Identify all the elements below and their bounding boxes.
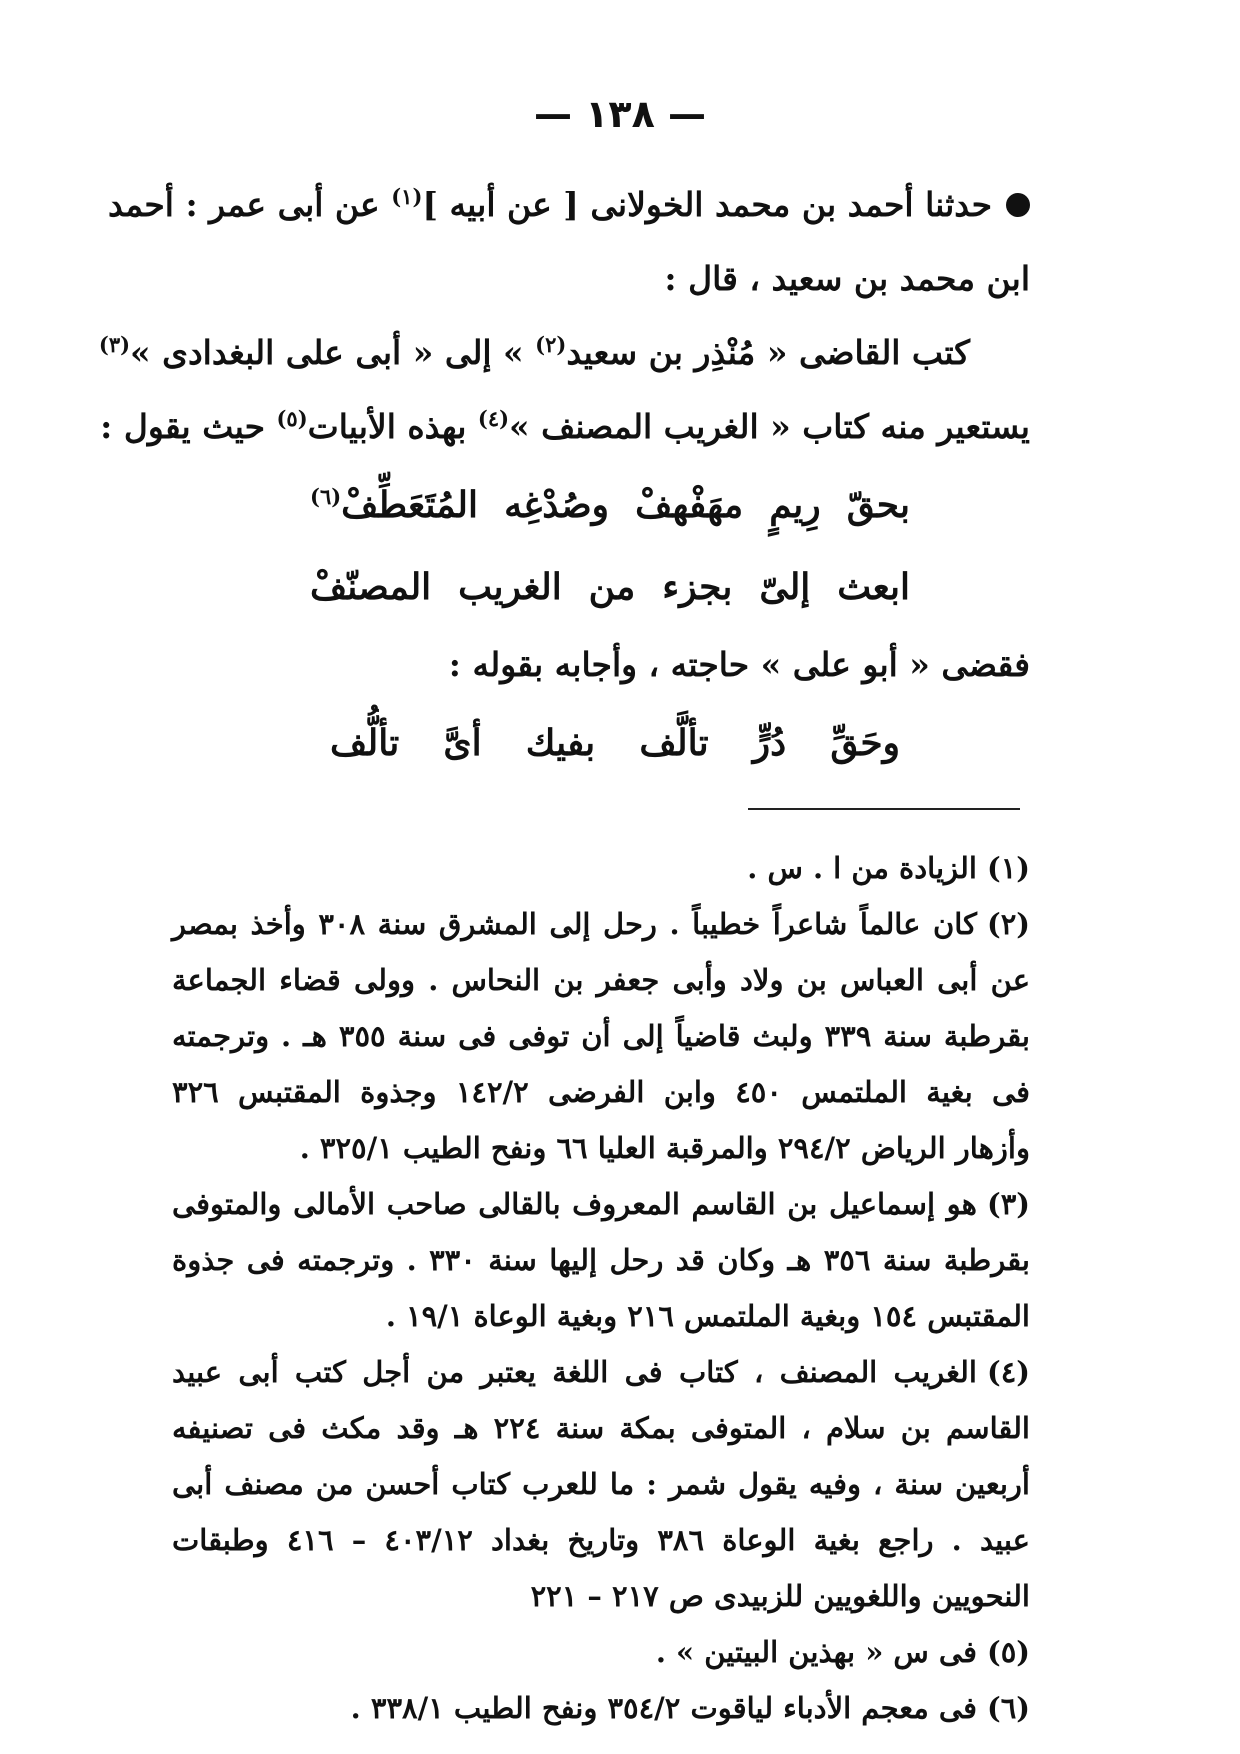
footnote-divider — [748, 808, 1020, 810]
verse-word: المصنّفْ — [310, 566, 432, 608]
text-segment: بهذه الأبيات — [307, 407, 478, 446]
footnote-number: (٢) — [986, 907, 1030, 941]
verse-word: أىَّ — [443, 722, 482, 764]
verse-word: بحقّ — [846, 484, 910, 526]
text-line-4 — [100, 390, 1030, 464]
verse-word: دُرٍّ — [752, 722, 787, 764]
footnote-ref: (٦) — [310, 484, 342, 509]
verse-word: رِيمٍ — [769, 484, 821, 526]
footnote-text: كان عالماً شاعراً خطيباً . رحل إلى المشرق سنة ٣٠٨ وأخذ بمصر عن أبى العباس بن ولاد وأبى جعفر بن النحاس . وولى قضاء الجماعة بقرطبة سنة ٣٣٩ ولبث قاضياً إلى أن توفى فى سنة ٣٥٥ هـ . وترجمته فى بغية الملتمس ٤٥٠ وابن الفرضى ١٤٢/٢ وجذوة المقتبس ٣٢٦ وأزهار الرياض ٢٩٤/٢ والمرقبة العليا ٦٦ ونفح الطيب ٣٢٥/١ . — [172, 907, 1030, 1165]
bullet-icon — [1006, 193, 1030, 217]
text-segment: حدثنا أحمد بن محمد الخولانى [ عن أبيه ] — [422, 185, 992, 224]
footnote-5 — [172, 1624, 1030, 1680]
footnote-ref: (٤) — [477, 406, 510, 431]
footnote-1 — [172, 840, 1030, 896]
main-text — [98, 168, 1030, 784]
footnote-ref: (٢) — [535, 332, 567, 357]
footnote-number: (٥) — [986, 1635, 1030, 1669]
text-segment: حيث يقول : — [100, 407, 277, 446]
page-number: — ١٣٨ — — [533, 92, 707, 136]
footnote-ref: (١) — [391, 184, 423, 209]
text-segment: عن أبى عمر : أحمد — [107, 185, 392, 224]
footnote-number: (٦) — [986, 1691, 1030, 1725]
text-segment: كتب القاضى « مُنْذِر بن سعيد — [566, 333, 970, 372]
footnote-4 — [172, 1344, 1030, 1624]
footnote-text: فى معجم الأدباء لياقوت ٣٥٤/٢ ونفح الطيب ٣٣٨/١ . — [350, 1691, 977, 1725]
reply-intro: فقضى « أبو على » حاجته ، وأجابه بقوله : — [448, 645, 1030, 684]
footnote-text: هو إسماعيل بن القاسم المعروف بالقالى صاحب الأمالى والمتوفى بقرطبة سنة ٣٥٦ هـ وكان قد رحل إليها سنة ٣٣٠ . وترجمته فى جذوة المقتبس ١٥٤ وبغية الملتمس ٢١٦ وبغية الوعاة ١٩/١ . — [172, 1187, 1030, 1333]
footnote-6 — [172, 1680, 1030, 1736]
footnote-text: الزيادة من ا . س . — [747, 851, 977, 885]
verse-line-3 — [330, 702, 900, 784]
verse-line-1 — [310, 464, 910, 546]
verse-word: من — [588, 566, 636, 608]
text-line-2: ابن محمد بن سعيد ، قال : — [664, 259, 1030, 298]
verse-word: بفيك — [525, 722, 596, 764]
footnote-text: فى س « بهذين البيتين » . — [655, 1635, 977, 1669]
footnotes — [172, 840, 1030, 1736]
footnote-ref: (٣) — [98, 332, 131, 357]
text-segment: يستعير منه كتاب « الغريب المصنف » — [509, 407, 1030, 446]
verse-word — [310, 464, 478, 546]
verse-word: تألَّف — [639, 722, 709, 764]
verse-word: مهَفْهفْ — [635, 484, 744, 526]
text-line-1 — [107, 168, 1030, 242]
verse-word-text: المُتَعَطِّفْ — [341, 484, 478, 526]
footnote-number: (٣) — [986, 1187, 1030, 1221]
verse-word: تألُّف — [330, 722, 400, 764]
verse-line-2 — [310, 546, 910, 628]
verse-word: ابعث — [837, 566, 910, 608]
verse-word: إلىّ — [759, 566, 811, 608]
verse-word: الغريب — [458, 566, 562, 608]
footnote-text: الغريب المصنف ، كتاب فى اللغة يعتبر من أجل كتب أبى عبيد القاسم بن سلام ، المتوفى بمكة سنة ٢٢٤ هـ وقد مكث فى تصنيفه أربعين سنة ، وفيه يقول شمر : ما للعرب كتاب أحسن من مصنف أبى عبيد . راجع بغية الوعاة ٣٨٦ وتاريخ بغداد ٤٠٣/١٢ – ٤١٦ وطبقات النحويين واللغويين للزبيدى ص ٢١٧ – ٢٢١ — [172, 1355, 1030, 1613]
footnote-number: (٤) — [986, 1355, 1030, 1389]
footnote-2 — [172, 896, 1030, 1176]
verse-word: وحَقِّ — [830, 722, 900, 764]
text-segment: » إلى « أبى على البغدادى » — [130, 333, 536, 372]
verse-word: وصُدْغِه — [504, 484, 610, 526]
footnote-3 — [172, 1176, 1030, 1344]
footnote-ref: (٥) — [276, 406, 308, 431]
text-line-3 — [98, 316, 1030, 390]
verse-word: بجزء — [662, 566, 733, 608]
footnote-number: (١) — [986, 851, 1030, 885]
